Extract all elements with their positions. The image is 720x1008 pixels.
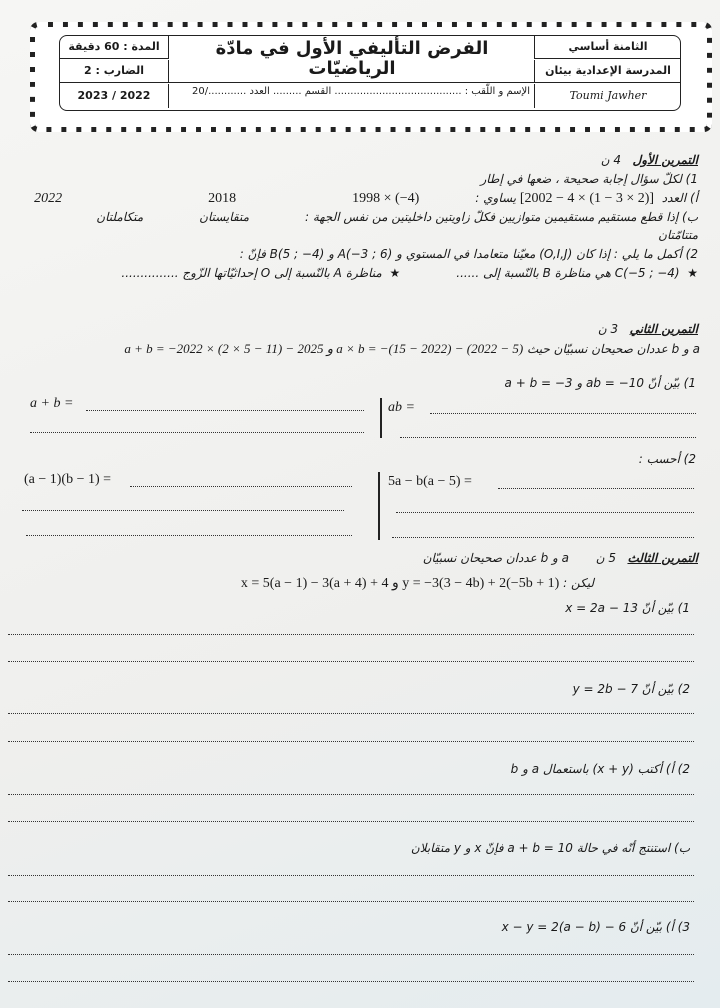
- school-name: المدرسة الإعدادية بيئان: [534, 60, 681, 83]
- ex1-qa: [20, 190, 698, 207]
- q2-item2-text: مناظرة A بالنّسبة إلى O إحداثيّاتها الزّوج ...............: [121, 266, 382, 280]
- coefficient: الضارب : 2: [60, 60, 169, 83]
- qb-option-3[interactable]: متتامّتان: [658, 228, 698, 242]
- answer-line[interactable]: [8, 821, 694, 822]
- qa-expression: [2002 − 4 × (1 − 3 × 2)]: [519, 191, 655, 206]
- ex2-intro: [16, 340, 700, 358]
- answer-line[interactable]: [8, 741, 694, 742]
- answer-line[interactable]: [8, 875, 694, 876]
- calc1-label: (a − 1)(b − 1) =: [24, 472, 112, 487]
- answer-line[interactable]: [396, 512, 694, 513]
- ex2-intro-math: a + b = −2022 × (2 × 5 − 11) − 2025 و a × b = −(15 − 2022) − (2022 − 5): [124, 341, 524, 356]
- answer-line[interactable]: [8, 901, 694, 902]
- ex2-points: 3 ن: [597, 322, 619, 336]
- column-divider: [380, 398, 382, 438]
- answer-line[interactable]: [86, 410, 364, 411]
- ex2-heading: التمرين الثاني: [629, 322, 698, 336]
- answer-line[interactable]: [430, 413, 696, 414]
- ex2-header: [598, 322, 698, 336]
- column-divider: [378, 472, 380, 540]
- qa-option-3[interactable]: 2022: [34, 191, 63, 206]
- answer-line[interactable]: [8, 661, 694, 662]
- ex1-header: [20, 152, 698, 169]
- answer-line[interactable]: [8, 954, 694, 955]
- ex3-def-math: x = 5(a − 1) − 3(a + 4) + 4 و y = −3(3 − 4b) + 2(−5b + 1): [240, 576, 560, 591]
- ans-prod-label: ab =: [388, 400, 415, 415]
- ex2-q2: 2) أحسب :: [638, 452, 696, 466]
- q2-item1-text: C(−5 ; −4) هي مناظرة B بالنّسبة إلى ......: [456, 266, 680, 280]
- ex3-definitions: [241, 575, 594, 592]
- exercise-1: [20, 152, 698, 284]
- ex1-qb: [20, 209, 698, 244]
- answer-line[interactable]: [498, 488, 694, 489]
- header-frame: [30, 22, 712, 132]
- ex3-q4a: 3) أ) بيّن أنّ x − y = 2(a − b) − 6: [501, 920, 690, 934]
- ex1-q2-items: [20, 265, 698, 282]
- qa-question: [475, 190, 698, 207]
- qa-equals: يساوي :: [475, 191, 517, 205]
- ex3-q1: 1) بيّن أنّ x = 2a − 13: [565, 601, 690, 615]
- qa-option-1[interactable]: 1998 × (−4): [352, 191, 420, 206]
- ex1-points: 4 ن: [600, 153, 622, 167]
- ex3-points: 5 ن: [595, 551, 617, 565]
- answer-line[interactable]: [392, 537, 694, 538]
- calc2-label: 5a − b(a − 5) =: [388, 474, 472, 489]
- ex3-q2: 2) بيّن أنّ y = 2b − 7: [572, 682, 690, 696]
- ex3-q3b: ب) استنتج أنّه في حالة a + b = 10 فإنّ x و y متقابلان: [410, 841, 690, 855]
- ex1-q2: 2) أكمل ما يلي : إذا كان (O,I,J) معيّنا متعامدا في المستوي و A(−3 ; 6) و B(5 ; −4) فإنّ :: [239, 247, 698, 261]
- ex1-q2-item2: [121, 265, 400, 282]
- answer-line[interactable]: [8, 634, 694, 635]
- ex1-heading: التمرين الأول: [632, 153, 698, 167]
- header-table: [59, 35, 681, 111]
- ans-sum-label: a + b =: [30, 396, 74, 411]
- answer-line[interactable]: [8, 713, 694, 714]
- answer-line[interactable]: [400, 437, 696, 438]
- exam-title: الفرض التأليفي الأول في مادّة الرياضيّات: [215, 38, 489, 79]
- qa-option-2[interactable]: 2018: [208, 191, 237, 206]
- school-year: 2023 / 2022: [60, 84, 169, 108]
- ex1-q1: 1) لكلّ سؤال إجابة صحيحة ، ضعها في إطار: [480, 172, 698, 186]
- answer-line[interactable]: [22, 510, 344, 511]
- ex3-header: [423, 551, 698, 565]
- ex3-intro: a و b عددان صحيحان نسبيّان: [422, 551, 570, 565]
- teacher-signature: Toumi Jawher: [534, 84, 681, 108]
- answer-line[interactable]: [30, 432, 364, 433]
- answer-line[interactable]: [8, 981, 694, 982]
- ex2-q1: 1) بيّن أنّ ab = −10 و a + b = −3: [504, 376, 696, 390]
- let-label: ليكن :: [563, 576, 594, 590]
- qb-option-1[interactable]: متقايستان: [199, 210, 250, 224]
- star-icon: ★: [389, 266, 401, 280]
- answer-line[interactable]: [130, 486, 352, 487]
- qb-option-2[interactable]: متكاملتان: [96, 210, 144, 224]
- qb-question: ب) إذا قطع مستقيم مستقيمين متوازيين فكلّ زاويتين داخليتين من نفس الجهة :: [305, 210, 698, 224]
- answer-line[interactable]: [8, 794, 694, 795]
- student-name-field[interactable]: الإسم و اللّقب : ........................................ القسم ......... العدد ............/20: [192, 86, 530, 97]
- ex2-intro-text: a و b عددان صحيحان نسبيّان حيث: [527, 342, 700, 356]
- ex3-heading: التمرين الثالث: [627, 551, 698, 565]
- star-icon: ★: [687, 266, 698, 280]
- ex3-q3a: 2) أ) أكتب (x + y) باستعمال a و b: [510, 762, 690, 776]
- ex1-q2-item1: [456, 265, 698, 282]
- duration: المدة : 60 دقيقة: [60, 36, 169, 59]
- level: الثامنة أساسي: [534, 36, 681, 59]
- qa-label: أ) العدد: [661, 191, 698, 205]
- answer-line[interactable]: [26, 535, 352, 536]
